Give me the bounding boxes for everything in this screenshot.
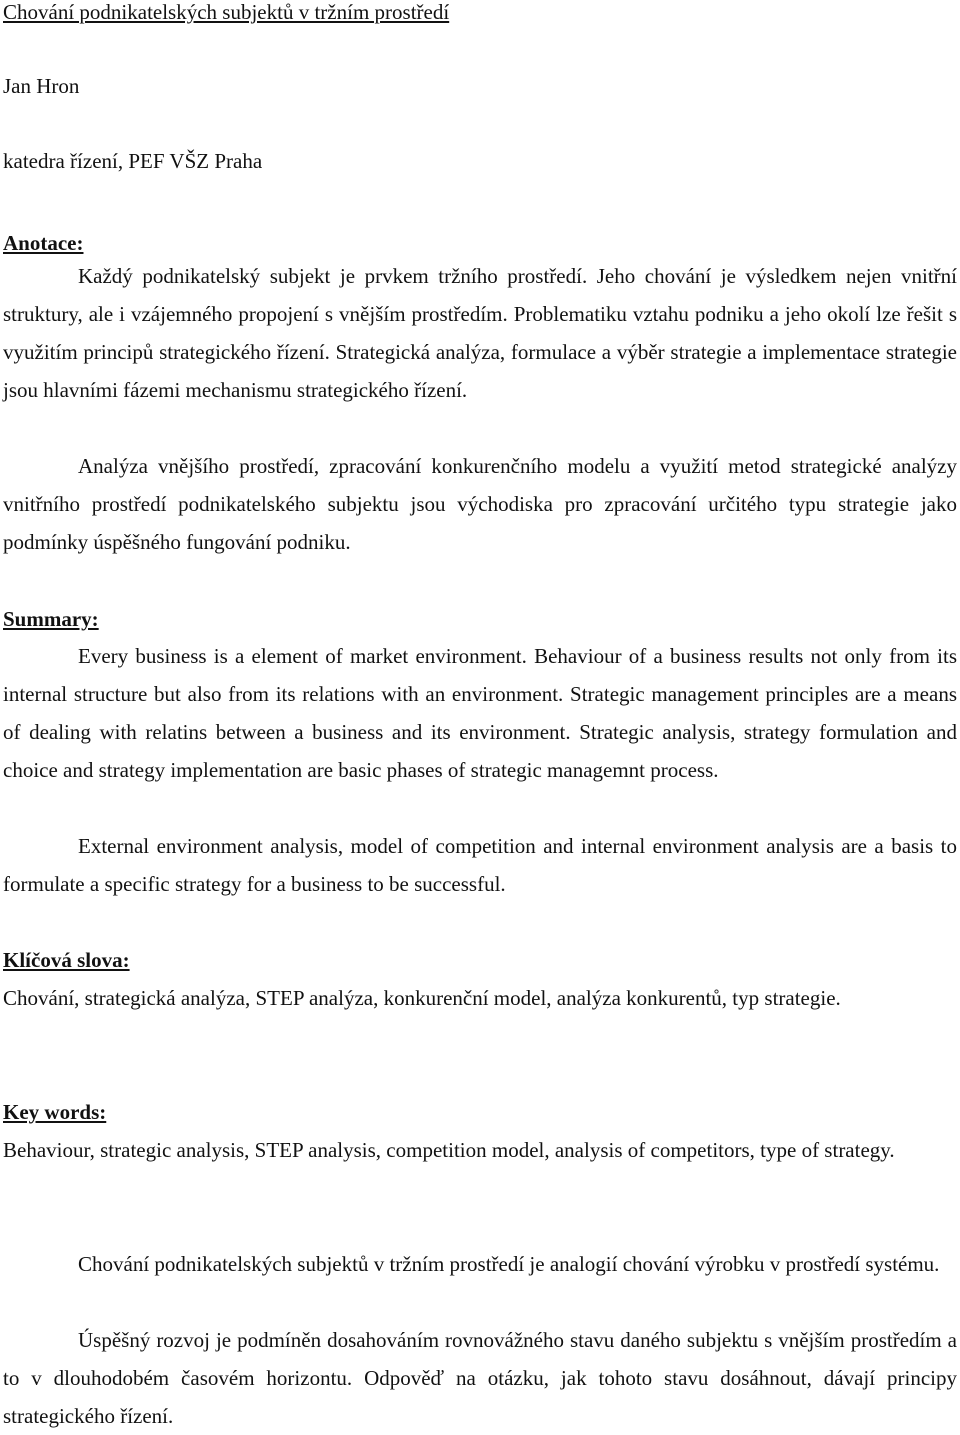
anotace-paragraph: Analýza vnějšího prostředí, zpracování konkurenčního modelu a využití metod strategické analýzy vnitřního prostředí podnikatelského subjektu jsou východiska pro zpracování určitého typu strategie jako podmínky úspěšného fungování podniku.	[3, 454, 957, 554]
author-name: Jan Hron	[3, 74, 80, 98]
summary-heading: Summary:	[3, 607, 99, 631]
klicova-slova-text: Chování, strategická analýza, STEP analýza, konkurenční model, analýza konkurentů, typ strategie.	[3, 986, 841, 1010]
summary-paragraph: Every business is a element of market environment. Behaviour of a business results not only from its internal structure but also from its relations with an environment. Strategic management principles are a means of dealing with relatins between a business and its environment. Strategic analysis, strategy formulation and choice and strategy implementation are basic phases of strategic managemnt process.	[3, 644, 957, 782]
body-paragraph: Úspěšný rozvoj je podmíněn dosahováním rovnovážného stavu daného subjektu s vnějším prostředím a to v dlouhodobém časovém horizontu. Odpověď na otázku, jak tohoto stavu dosáhnout, dávají principy strategického řízení.	[3, 1328, 957, 1428]
klicova-slova-heading: Klíčová slova:	[3, 948, 130, 972]
body-paragraph: Chování podnikatelských subjektů v tržním prostředí je analogií chování výrobku v prostředí systému.	[78, 1252, 940, 1276]
author-affiliation: katedra řízení, PEF VŠZ Praha	[3, 149, 263, 173]
key-words-text: Behaviour, strategic analysis, STEP analysis, competition model, analysis of competitors, type of strategy.	[3, 1138, 895, 1162]
summary-paragraph: External environment analysis, model of competition and internal environment analysis are a basis to formulate a specific strategy for a business to be successful.	[3, 834, 957, 896]
key-words-heading: Key words:	[3, 1100, 107, 1124]
anotace-paragraph: Každý podnikatelský subjekt je prvkem tržního prostředí. Jeho chování je výsledkem nejen vnitřní struktury, ale i vzájemného propojení s vnějším prostředím. Problematiku vztahu podniku a jeho okolí lze řešit s využitím principů strategického řízení. Strategická analýza, formulace a výběr strategie a implementace strategie jsou hlavními fázemi mechanismu strategického řízení.	[3, 264, 957, 402]
anotace-heading: Anotace:	[3, 231, 84, 255]
document-title: Chování podnikatelských subjektů v tržním prostředí	[3, 0, 450, 24]
